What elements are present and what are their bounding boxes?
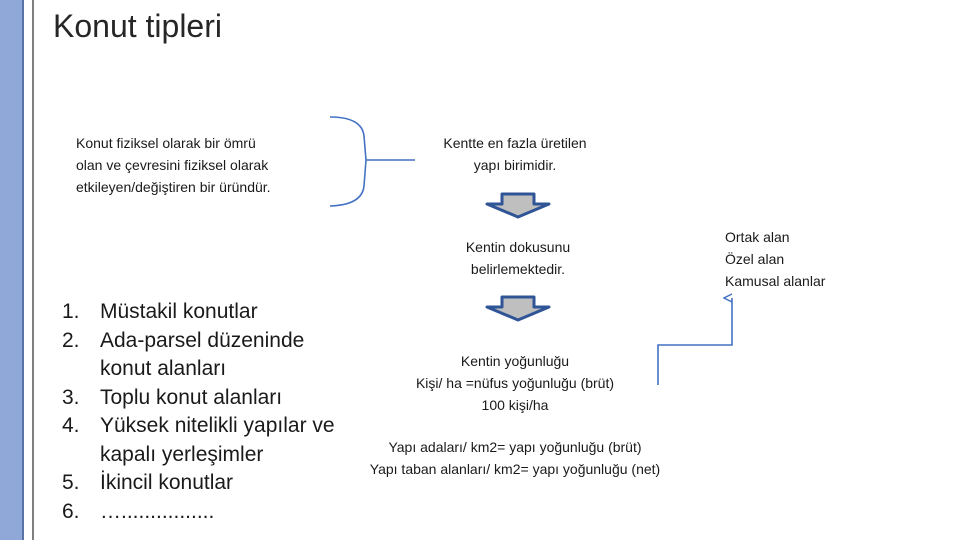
list-item-number: 1.	[62, 300, 80, 323]
center-box-2-line-2: belirlemektedir.	[470, 261, 566, 277]
list-item-number: 3.	[62, 385, 80, 409]
list-item-text: …................	[100, 499, 215, 523]
left-description-line-2: olan ve çevresini fiziksel olarak	[76, 157, 269, 173]
left-description-line-1: Konut fiziksel olarak bir ömrü	[76, 135, 256, 151]
list-item-text: Toplu konut alanları	[100, 385, 283, 409]
list-item-text: Müstakil konutlar	[100, 300, 258, 323]
list-item-text: Ada-parsel düzeninde konut alanları	[100, 328, 305, 380]
slide-title: Konut tipleri	[53, 8, 222, 44]
center-box-4-line-2: Yapı taban alanları/ km2= yapı yoğunluğu (net)	[369, 461, 661, 477]
list-item-number: 6.	[62, 499, 80, 523]
down-arrow-1	[487, 194, 549, 217]
center-box-4-line-1: Yapı adaları/ km2= yapı yoğunluğu (brüt)	[388, 439, 642, 455]
list-item-number: 4.	[62, 414, 80, 437]
down-arrow-2	[487, 297, 549, 320]
right-list-item-3: Kamusal alanlar	[725, 273, 826, 289]
list-item-text: Yüksek nitelikli yapılar ve kapalı yerleşimler	[100, 414, 335, 466]
elbow-connector-arrow	[658, 298, 732, 385]
center-box-3-line-1: Kentin yoğunluğu	[460, 353, 570, 369]
right-list-item-1: Ortak alan	[725, 229, 790, 245]
list-item-text: İkincil konutlar	[100, 471, 234, 494]
center-box-2-line-1: Kentin dokusunu	[465, 239, 571, 255]
center-box-3-line-3: 100 kişi/ha	[481, 397, 549, 413]
center-box-1-line-1: Kentte en fazla üretilen	[443, 135, 587, 151]
center-box-1-line-2: yapı birimidir.	[473, 157, 557, 173]
right-list-item-2: Özel alan	[725, 251, 785, 267]
list-item-number: 2.	[62, 328, 80, 352]
list-item-number: 5.	[62, 471, 80, 494]
left-description-line-3: etkileyen/değiştiren bir üründür.	[76, 179, 271, 195]
center-box-3-line-2: Kişi/ ha =nüfus yoğunluğu (brüt)	[415, 375, 615, 391]
curly-bracket	[330, 117, 415, 206]
